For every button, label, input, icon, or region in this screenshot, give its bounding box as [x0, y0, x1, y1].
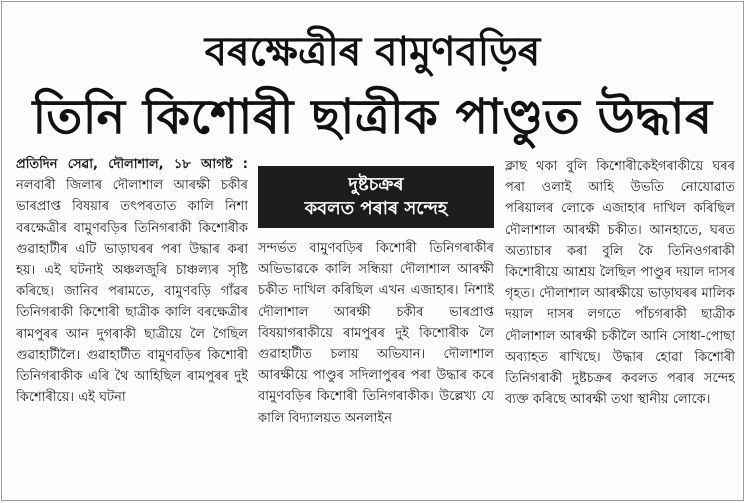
article-column-1 [16, 154, 248, 496]
headline-line-1: বৰক্ষেত্ৰীৰ বামুণবড়িৰ [204, 29, 541, 75]
column-3-text: ক্লাছ থকা বুলি কিশোৰীকেইগৰাকীয়ে ঘৰৰ পৰা ওলাই আহি উভতি নোযোৱাত পৰিয়ালৰ লোকে এজাহাৰ দাখিল কৰিছিল দৌলাশাল আৰক্ষী চকীত। আনহাতে, ঘৰত অত্যাচাৰ কৰা বুলি কৈ তিনিওগৰাকী কিশোৰীয়ে আশ্ৰয় লৈছিল পাণ্ডুৰ দয়াল দাসৰ গৃহত। দৌলাশাল আৰক্ষীয়ে ভাড়াঘৰৰ মালিক দয়াল দাসৰ লগতে পাঁচগৰাকী ছাত্ৰীক দৌলাশাল আৰক্ষী চকীলৈ আনি সোধা-পোছা অব্যাহত ৰাখিছে। উদ্ধাৰ হোৱা কিশোৰী তিনিগৰাকী দুষ্টচক্ৰৰ কবলত পৰাৰ সন্দেহ ব্যক্ত কৰিছে আৰক্ষী তথা স্থানীয় লোকে। [505, 159, 735, 408]
headline-line-2: তিনি কিশোৰী ছাত্ৰীক পাণ্ডুত উদ্ধাৰ [32, 89, 713, 145]
dateline: প্ৰতিদিন সেৱা, দৌলাশাল, ১৮ আগষ্ট : [16, 157, 248, 172]
article-column-2 [258, 238, 494, 496]
newspaper-clipping [1, 1, 744, 501]
column-2-text: সন্দৰ্ভত বামুণবড়িৰ কিশোৰী তিনিগৰাকীৰ অভিভাৱকে কালি সন্ধিয়া দৌলাশাল আৰক্ষী চকীত দাখিল কৰিছিল এখন এজাহাৰ। নিশাই দৌলাশাল আৰক্ষী চকীৰ ভাৰপ্ৰাপ্ত বিষয়াগৰাকীয়ে ৰামপুৰৰ দুই কিশোৰীক লৈ গুৱাহাটীত চলায় অভিযান। দৌলাশাল আৰক্ষীয়ে পাণ্ডুৰ সদিলাপুৰৰ পৰা উদ্ধাৰ কৰে বামুণবড়িৰ কিশোৰী তিনিগৰাকীক। উল্লেখ্য যে কালি বিদ্যালয়ত অনলাইন [258, 241, 494, 426]
article-column-3 [505, 156, 735, 496]
column-1-text: নলবাৰী জিলাৰ দৌলাশাল আৰক্ষী চকীৰ ভাৰপ্ৰাপ্ত বিষয়াৰ তৎপৰতাত কালি নিশা বৰক্ষেত্ৰীৰ বামুণবড়িৰ তিনিগৰাকী কিশোৰীক গুৱাহাটীৰ এটি ভাড়াঘৰৰ পৰা উদ্ধাৰ কৰা হয়। এই ঘটনাই অঞ্চলজুৰি চাঞ্চল্যৰ সৃষ্টি কৰিছে। জানিব পৰামতে, বামুণবড়ি গাঁৱৰ তিনিগৰাকী কিশোৰী ছাত্ৰীক কালি বৰক্ষেত্ৰীৰ ৰামপুৰৰ আন দুগৰাকী ছাত্ৰীয়ে লৈ গৈছিল গুৱাহাটীলৈ। গুৱাহাটীত বামুণবড়িৰ কিশোৰী তিনিগৰাকীক এৰি থৈ আহিছিল ৰামপুৰৰ দুই কিশোৰীয়ে। এই ঘটনা [16, 178, 248, 406]
subheadline-line-2: কবলত পৰাৰ সন্দেহ [304, 198, 448, 219]
subheadline-line-1: দুষ্টচক্ৰৰ [348, 174, 404, 195]
subheadline-box [258, 166, 494, 228]
